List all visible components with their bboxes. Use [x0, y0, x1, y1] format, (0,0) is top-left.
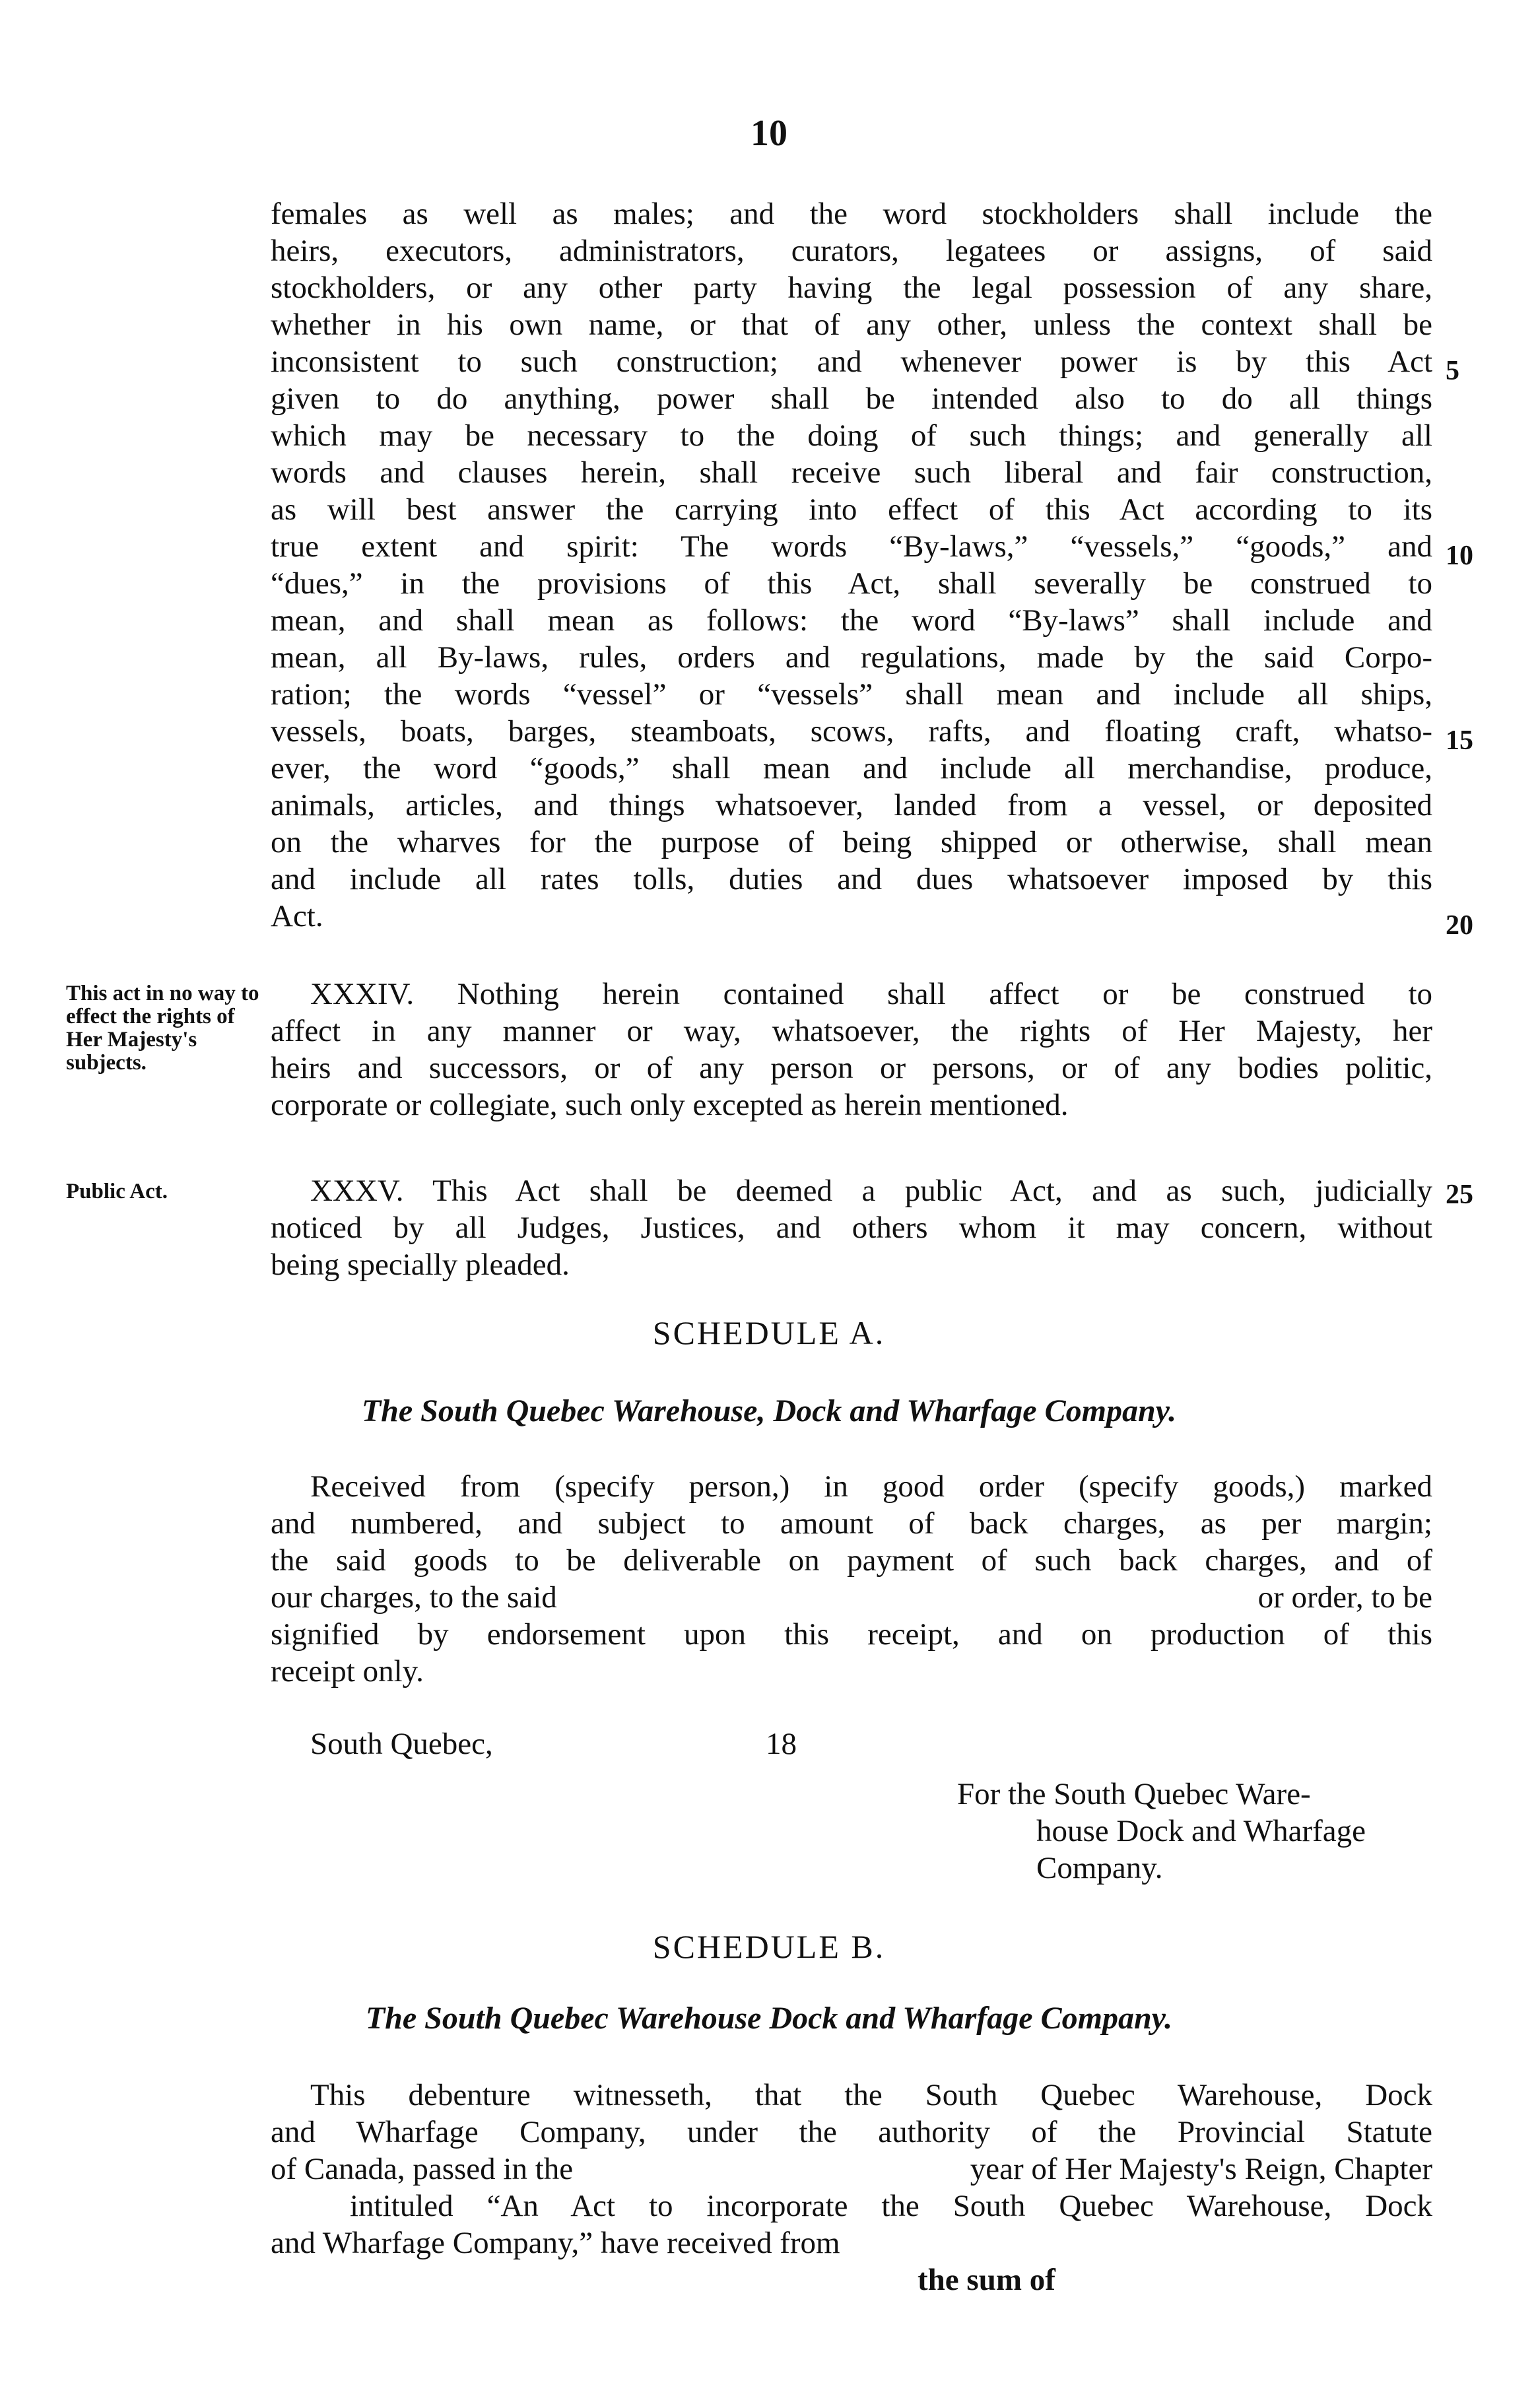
text-line: ever, the word “goods,” shall mean and include all merchandise, produce, [271, 751, 1432, 786]
signature-line: house Dock and Wharfage [1036, 1814, 1366, 1848]
text-line: and Wharfage Company, under the authority of the Provincial Statute [271, 2115, 1432, 2149]
section-xxxv [271, 1172, 1432, 1283]
line-number: 20 [1446, 910, 1473, 941]
text-line: the said goods to be deliverable on payment of such back charges, and of [271, 1543, 1432, 1578]
text-line: stockholders, or any other party having the legal possession of any share, [271, 271, 1432, 305]
schedule-a-receipt [271, 1468, 1432, 1690]
text-line: females as well as males; and the word stockholders shall include the [271, 197, 1432, 231]
text-line: corporate or collegiate, such only excepted as herein mentioned. [271, 1088, 1069, 1122]
text-line: whether in his own name, or that of any other, unless the context shall be [271, 308, 1432, 342]
text-line: affect in any manner or way, whatsoever, the rights of Her Majesty, her [271, 1014, 1432, 1048]
line-number: 10 [1446, 541, 1473, 571]
text-line: mean, and shall mean as follows: the word “By-laws” shall include and [271, 603, 1432, 638]
margin-note: This act in no way to effect the rights of Her Majesty's subjects. [66, 982, 259, 1075]
text-line: Received from (specify person,) in good order (specify goods,) marked [310, 1469, 1432, 1504]
text-segment: year of Her Majesty's Reign, Chapter [970, 2152, 1432, 2186]
text-line: Act. [271, 899, 323, 933]
schedule-b-heading: SCHEDULE B. [652, 1928, 886, 1965]
schedule-b-company: The South Quebec Warehouse Dock and Wharfage Company. [365, 2001, 1173, 2036]
text-line: XXXV. This Act shall be deemed a public Act, and as such, judicially [310, 1174, 1432, 1208]
text-line: the sum of [918, 2263, 1055, 2297]
text-line: receipt only. [271, 1654, 424, 1689]
text-line: intituled “An Act to incorporate the South Quebec Warehouse, Dock [350, 2189, 1432, 2223]
receipt-dateline [271, 1725, 1432, 1762]
signature-block [957, 1776, 1446, 1887]
text-segment: of Canada, passed in the [271, 2152, 574, 2186]
text-line: words and clauses herein, shall receive such liberal and fair construction, [271, 455, 1432, 490]
charges-line [271, 1579, 1432, 1616]
line-number: 15 [1446, 725, 1473, 756]
signature-line: Company. [1036, 1851, 1163, 1885]
text-segment: or order, to be [1257, 1580, 1432, 1615]
section-xxxiv [271, 976, 1432, 1123]
text-line: and numbered, and subject to amount of back charges, as per margin; [271, 1506, 1432, 1541]
text-line: XXXIV. Nothing herein contained shall affect or be construed to [310, 977, 1432, 1011]
text-line: as will best answer the carrying into effect of this Act according to its [271, 492, 1432, 527]
text-line: and include all rates tolls, duties and dues whatsoever imposed by this [271, 862, 1432, 896]
text-line: vessels, boats, barges, steamboats, scows, rafts, and floating craft, whatso- [271, 714, 1432, 749]
text-line: heirs, executors, administrators, curators, legatees or assigns, of said [271, 234, 1432, 268]
text-line: on the wharves for the purpose of being shipped or otherwise, shall mean [271, 825, 1432, 859]
margin-note: Public Act. [66, 1180, 168, 1203]
text-line: inconsistent to such construction; and whenever power is by this Act [271, 345, 1432, 379]
text-line: mean, all By-laws, rules, orders and regulations, made by the said Corpo- [271, 640, 1432, 675]
text-line: “dues,” in the provisions of this Act, shall severally be construed to [271, 566, 1432, 601]
place-text: South Quebec, [310, 1727, 493, 1761]
text-line: which may be necessary to the doing of such things; and generally all [271, 418, 1432, 453]
schedule-a-heading: SCHEDULE A. [652, 1314, 886, 1351]
text-line: ration; the words “vessel” or “vessels” shall mean and include all ships, [271, 677, 1432, 712]
text-line: animals, articles, and things whatsoever, landed from a vessel, or deposited [271, 788, 1432, 822]
line-number: 25 [1446, 1180, 1473, 1210]
year-text: 18 [766, 1727, 797, 1761]
page-number: 10 [751, 113, 787, 154]
line-number: 5 [1446, 356, 1459, 386]
text-line: being specially pleaded. [271, 1248, 570, 1282]
definitions-paragraph [271, 195, 1432, 935]
text-line: This debenture witnesseth, that the South Quebec Warehouse, Dock [310, 2078, 1432, 2112]
text-segment: our charges, to the said [271, 1580, 557, 1615]
text-line: given to do anything, power shall be intended also to do all things [271, 382, 1432, 416]
text-line: and Wharfage Company,” have received from [271, 2226, 840, 2260]
text-line: heirs and successors, or of any person or persons, or of any bodies politic, [271, 1051, 1432, 1085]
schedule-a-company: The South Quebec Warehouse, Dock and Wharfage Company. [361, 1393, 1177, 1428]
signature-line: For the South Quebec Ware- [957, 1777, 1311, 1811]
text-line: true extent and spirit: The words “By-laws,” “vessels,” “goods,” and [271, 529, 1432, 564]
text-line: noticed by all Judges, Justices, and others whom it may concern, without [271, 1211, 1432, 1245]
statute-line [271, 2151, 1432, 2188]
schedule-b-debenture [271, 2077, 1432, 2298]
text-line: signified by endorsement upon this receipt, and on production of this [271, 1617, 1432, 1652]
